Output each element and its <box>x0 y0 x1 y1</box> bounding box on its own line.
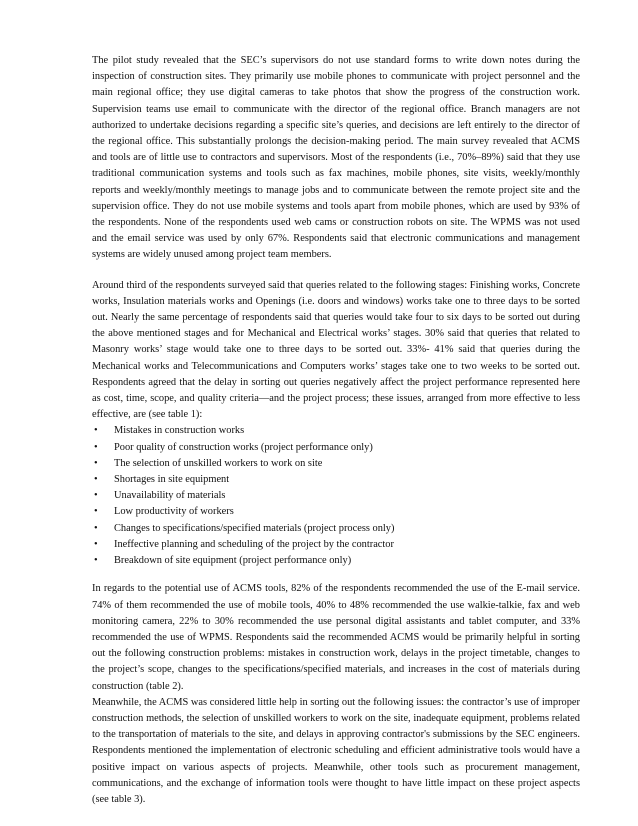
paragraph-acms-limitations: Meanwhile, the ACMS was considered little help in sorting out the following issues: the contractor’s use of improper construction methods, the selection of unskilled workers to work on the site, inadequate equipment, problems related to the transportation of materials to the site, and delays in approving contractor's submissions by the SEC engineers. Respondents mentioned the implementation of electronic scheduling and efficient administrative tools would have a positive impact on various aspects of projects. Meanwhile, other tools such as procurement management, communications, and the exchange of information tools were thought to have little impact on these project aspects (see table 3). <box>92 696 580 805</box>
paragraph-spacer <box>92 569 580 581</box>
list-item: • Poor quality of construction works (project performance only) <box>92 440 580 456</box>
list-item: • Ineffective planning and scheduling of the project by the contractor <box>92 537 580 553</box>
bullet-icon: • <box>94 457 98 469</box>
list-item: • Unavailability of materials <box>92 488 580 504</box>
bullet-icon: • <box>94 538 98 550</box>
bullet-icon: • <box>94 490 98 502</box>
bullet-icon: • <box>94 555 98 567</box>
paragraph-acms-potential: In regards to the potential use of ACMS tools, 82% of the respondents recommended the use of the E-mail service. 74% of them recommended the use of mobile tools, 40% to 48% recommended the use walkie-talkie, fax and web monitoring camera, 22% to 30% recommended the use personal digital assistants and tablet computer, and 33% recommended the use of WPMS. Respondents said the recommended ACMS would be primarily helpful in sorting out the following construction problems: mistakes in construction work, delays in the project timetable, changes to the project’s scope, changes to the specifications/specified materials, and increases in the cost of materials during construction (table 2). <box>92 583 580 692</box>
paragraph-query-stages: Around third of the respondents surveyed said that queries related to the following stages: Finishing works, Concrete works, Insulation materials works and Openings (i.e. doors and windows) works take one to three days to be sorted out. Nearly the same percentage of respondents said that queries would take four to six days to be sorted out during the above mentioned stages and for Mechanical and Electrical works’ stages. 30% said that queries that related to Masonry works’ stage would take one to three days to be sorted out. 33%- 41% said that queries during the Mechanical works and Telecommunications and Computers works’ stages take one to two weeks to be sorted out. Respondents agreed that the delay in sorting out queries negatively affect the project performance represented here as cost, time, scope, and quality criteria—and the project process; these issues, arranged from more effective to less effective, are (see table 1): <box>92 279 580 421</box>
list-item: • Breakdown of site equipment (project performance only) <box>92 553 580 569</box>
list-item: • Changes to specifications/specified materials (project process only) <box>92 521 580 537</box>
paragraph-spacer <box>92 264 580 278</box>
list-item: • The selection of unskilled workers to work on site <box>92 456 580 472</box>
list-item: • Shortages in site equipment <box>92 472 580 488</box>
bullet-icon: • <box>94 522 98 534</box>
issues-list <box>92 423 580 569</box>
bullet-icon: • <box>94 506 98 518</box>
paragraph-pilot-study: The pilot study revealed that the SEC’s supervisors do not use standard forms to write down notes during the inspection of construction sites. They primarily use mobile phones to communicate with project personnel and the main regional office; they use digital cameras to take photos that show the progress of the construction work. Supervision teams use email to communicate with the director of the regional office. Branch managers are not authorized to undertake decisions regarding a specific site’s queries, and decisions are left entirely to the director of the regional office. This substantially prolongs the decision-making period. The main survey revealed that ACMS and tools are of little use to contractors and supervisors. Most of the respondents (i.e., 70%–89%) said that they use traditional communication systems and tools such as fax machines, mobile phones, site visits, weekly/monthly reports and weekly/monthly meetings to manage jobs and to communicate between the remote project site and the supervision office. They do not use mobile systems and tools apart from mobile phones, which are used by 93% of the respondents. None of the respondents used web cams or construction robots on site. The WPMS was not used and the email service was used by only 67%. Respondents said that electronic communications and management systems are widely unused among project team members. <box>92 55 580 261</box>
bullet-icon: • <box>94 474 98 486</box>
bullet-icon: • <box>94 441 98 453</box>
list-item: • Low productivity of workers <box>92 504 580 520</box>
bullet-icon: • <box>94 425 98 437</box>
list-item: • Mistakes in construction works <box>92 423 580 439</box>
